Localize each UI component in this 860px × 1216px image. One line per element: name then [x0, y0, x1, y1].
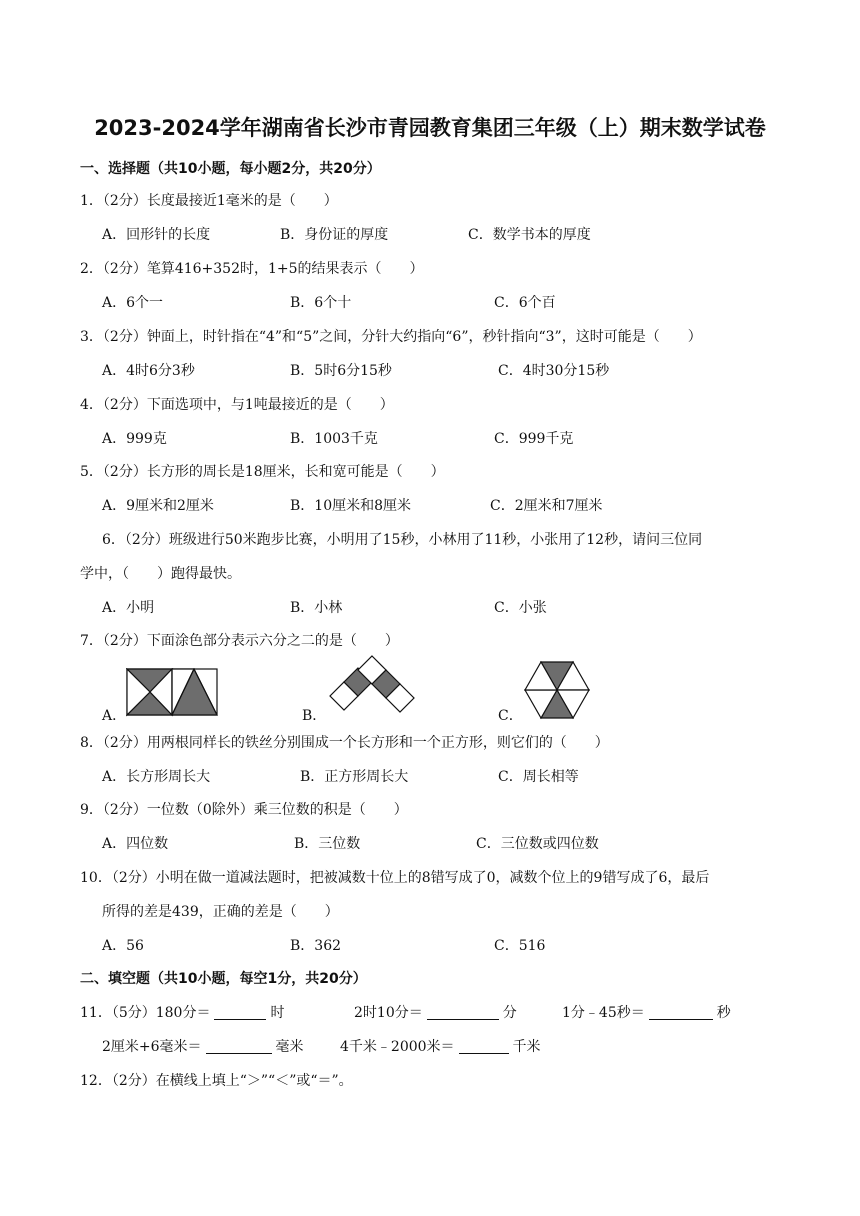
figure-b-diamond-zigzag: [326, 655, 422, 719]
question-11-blank-4[interactable]: [206, 1039, 272, 1054]
question-11-item-4-text: 2厘米+6毫米＝: [102, 1039, 202, 1055]
question-7-option-a: A．: [102, 708, 127, 724]
question-2-option-c: C．6个百: [494, 295, 556, 311]
question-4-option-b: B．1003千克: [290, 431, 378, 447]
section-fill-heading: 二、填空题（共10小题，每空1分，共20分）: [80, 971, 367, 987]
question-6-stem: 6．（2分）班级进行50米跑步比赛，小明用了15秒，小林用了11秒，小张用了12秒，请问三位同: [102, 532, 703, 548]
question-11-blank-1[interactable]: [214, 1005, 266, 1020]
question-11-blank-3[interactable]: [649, 1005, 713, 1020]
question-3-option-b: B．5时6分15秒: [290, 363, 392, 379]
question-1-option-c: C．数学书本的厚度: [468, 227, 591, 243]
question-6-stem-continued: 学中，（ ）跑得最快。: [80, 566, 241, 582]
question-9-option-a: A．四位数: [102, 836, 169, 852]
question-11-item-1-text: 180分＝: [155, 1005, 211, 1021]
question-11-item-4-unit: 毫米: [275, 1039, 304, 1055]
question-6-option-b: B．小林: [290, 600, 343, 616]
question-6-option-a: A．小明: [102, 600, 155, 616]
question-5-stem: 5．（2分）长方形的周长是18厘米，长和宽可能是（ ）: [80, 464, 445, 480]
question-11-item-3: [562, 1002, 731, 1022]
question-11-item-2-unit: 分: [502, 1005, 517, 1021]
question-4-stem: 4．（2分）下面选项中，与1吨最接近的是（ ）: [80, 397, 394, 413]
question-3-option-c: C．4时30分15秒: [498, 363, 610, 379]
question-11-blank-2[interactable]: [427, 1005, 499, 1020]
question-5-option-a: A．9厘米和2厘米: [102, 498, 214, 514]
question-4-option-a: A．999克: [102, 431, 167, 447]
page-title: 2023-2024学年湖南省长沙市青园教育集团三年级（上）期末数学试卷: [94, 116, 766, 140]
question-11-number: 11．（5分）: [80, 1005, 156, 1021]
question-11-line-1: [80, 1002, 284, 1022]
question-1-option-a: A．回形针的长度: [102, 227, 211, 243]
question-2-stem: 2．（2分）笔算416+352时，1+5的结果表示（ ）: [80, 261, 424, 277]
section-choice-heading: 一、选择题（共10小题，每小题2分，共20分）: [80, 161, 381, 177]
figure-c-hexagon: [522, 660, 592, 720]
question-11-blank-5[interactable]: [459, 1039, 509, 1054]
question-4-option-c: C．999千克: [494, 431, 574, 447]
question-11-item-3-text: 1分﹣45秒＝: [562, 1005, 645, 1021]
question-8-option-b: B．正方形周长大: [300, 769, 409, 785]
question-6-option-c: C．小张: [494, 600, 547, 616]
question-2-option-a: A．6个一: [102, 295, 164, 311]
question-8-stem: 8．（2分）用两根同样长的铁丝分别围成一个长方形和一个正方形，则它们的（ ）: [80, 735, 609, 751]
question-12-stem: 12．（2分）在横线上填上“＞”“＜”或“＝”。: [80, 1073, 353, 1089]
question-11-item-5: [340, 1036, 541, 1056]
question-9-option-b: B．三位数: [294, 836, 361, 852]
question-11-item-2: [354, 1002, 517, 1022]
question-11-item-2-text: 2时10分＝: [354, 1005, 423, 1021]
question-11-item-5-text: 4千米﹣2000米＝: [340, 1039, 455, 1055]
question-5-option-b: B．10厘米和8厘米: [290, 498, 412, 514]
question-9-option-c: C．三位数或四位数: [476, 836, 599, 852]
question-8-option-c: C．周长相等: [498, 769, 579, 785]
question-3-stem: 3．（2分）钟面上，时针指在“4”和“5”之间，分针大约指向“6”，秒针指向“3”，这时可能是（ ）: [80, 329, 702, 345]
question-1-stem: 1．（2分）长度最接近1毫米的是（ ）: [80, 193, 338, 209]
question-11-item-4: [102, 1036, 304, 1056]
figure-a-triangle-strip: [126, 668, 222, 718]
question-10-stem-continued: 所得的差是439，正确的差是（ ）: [102, 904, 339, 920]
question-10-stem: 10．（2分）小明在做一道减法题时，把被减数十位上的8错写成了0，减数个位上的9错写成了6，最后: [80, 870, 710, 886]
question-8-option-a: A．长方形周长大: [102, 769, 211, 785]
question-2-option-b: B．6个十: [290, 295, 352, 311]
question-11-item-5-unit: 千米: [512, 1039, 541, 1055]
question-7-option-b: B．: [302, 708, 327, 724]
question-1-option-b: B．身份证的厚度: [280, 227, 389, 243]
question-7-stem: 7．（2分）下面涂色部分表示六分之二的是（ ）: [80, 633, 399, 649]
question-11-item-3-unit: 秒: [716, 1005, 731, 1021]
question-11-item-1-unit: 时: [270, 1005, 285, 1021]
question-3-option-a: A．4时6分3秒: [102, 363, 195, 379]
question-10-option-c: C．516: [494, 938, 546, 954]
question-5-option-c: C．2厘米和7厘米: [490, 498, 603, 514]
question-10-option-a: A．56: [102, 938, 144, 954]
question-9-stem: 9．（2分）一位数（0除外）乘三位数的积是（ ）: [80, 802, 408, 818]
question-10-option-b: B．362: [290, 938, 342, 954]
question-7-option-c: C．: [498, 708, 523, 724]
